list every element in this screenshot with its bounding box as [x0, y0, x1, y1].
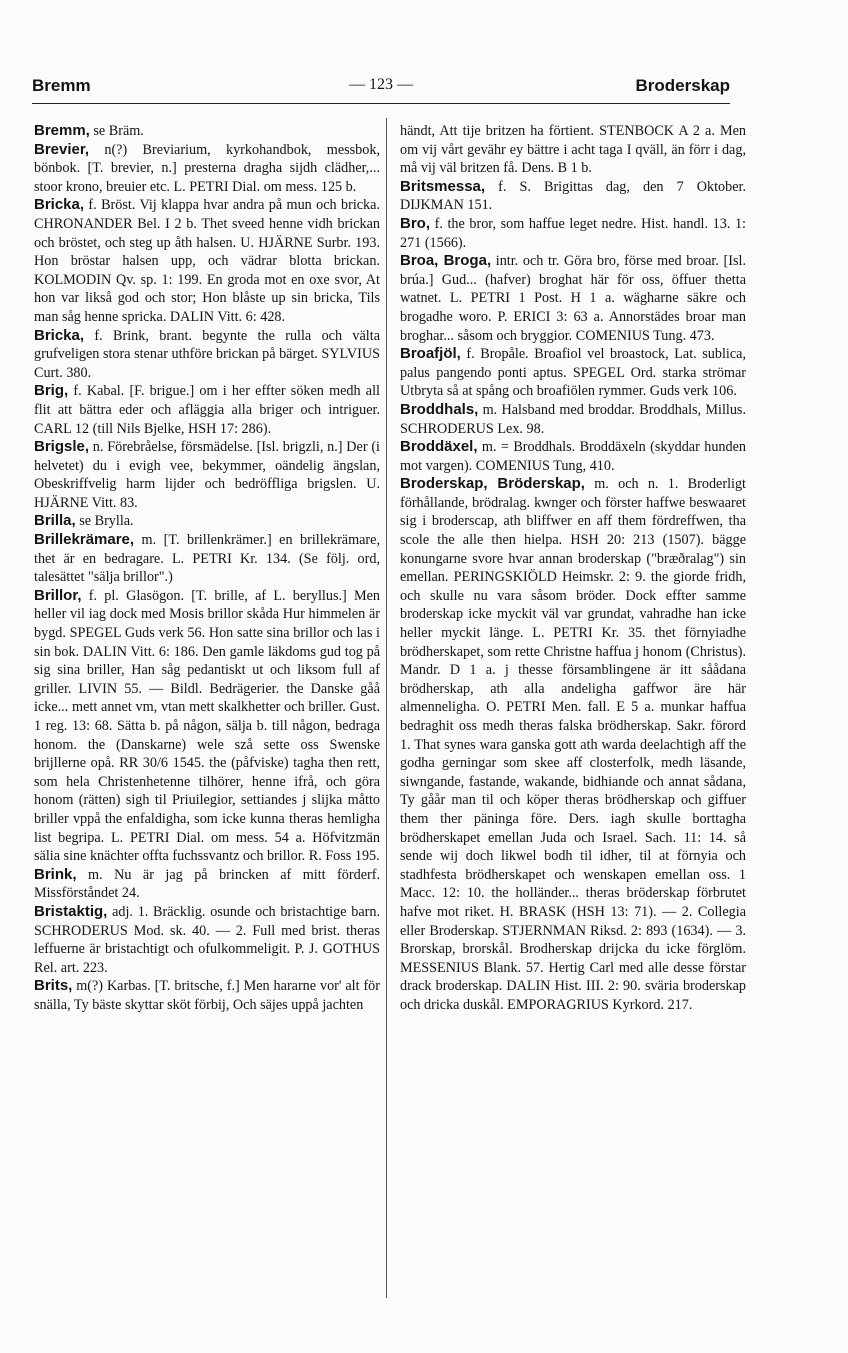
entry-headword: Broafjöl,: [400, 345, 461, 363]
dictionary-entry: [34, 977, 380, 1014]
dictionary-entry: [34, 866, 380, 903]
entry-headword: Bremm,: [34, 122, 90, 139]
entry-headword: Brillekrämare,: [34, 531, 135, 549]
dictionary-entry: [400, 252, 746, 345]
entry-text: f. Kabal. [F. brigue.] om i her effter söken medh all flit att bättra eder och afläggia alla briger och intriguer. CARL 12 (till Nils Bjelke, HSH 17: 286).: [34, 383, 380, 437]
entry-headword: Bristaktig,: [34, 902, 108, 920]
entry-text: m. Nu är jag på brincken af mitt förderf. Missförståndet 24.: [34, 866, 380, 902]
right-column: [400, 122, 746, 1015]
entry-headword: Broa, Broga,: [400, 252, 492, 270]
page-number: — 123 —: [349, 76, 413, 93]
header-first-word: Bremm: [32, 76, 91, 95]
dictionary-entry: [400, 438, 746, 475]
dictionary-entry: [400, 215, 746, 252]
dictionary-entry: [400, 178, 746, 215]
entry-headword: Brits,: [34, 977, 73, 995]
entry-headword: Brevier,: [34, 140, 90, 158]
entry-headword: Brig,: [34, 382, 69, 400]
entry-headword: Brilla,: [34, 512, 76, 530]
entry-text: adj. 1. Bräcklig. osunde och bristachtige barn. SCHRODERUS Mod. sk. 40. — 2. Full med brist. theras leffuerne är bristachtigt och ofulkommeligit. P. J. GOTHUS Rel. art. 223.: [34, 903, 380, 976]
entry-headword: Britsmessa,: [400, 177, 486, 195]
header-last-word: Broderskap: [635, 76, 730, 95]
entry-headword: Broddäxel,: [400, 438, 478, 456]
entry-text: m. = Broddhals. Broddäxeln (skyddar hunden mot vargen). COMENIUS Tung, 410.: [400, 439, 746, 474]
entry-headword: Brink,: [34, 865, 77, 883]
entry-text: m. [T. brillenkrämer.] en brillekrämare, thet är en bedragare. L. PETRI Kr. 134. (Se följ. ord, talesättet "sälja brillor".): [34, 532, 380, 586]
entry-text: f. Brink, brant. begynte the rulla och välta grufveligen stora stenar uthföre brickan på bärget. SYLVIUS Curt. 380.: [34, 327, 380, 381]
entry-headword: Broddhals,: [400, 400, 479, 418]
entry-text: f. pl. Glasögon. [T. brille, af L. beryllus.] Men heller vil iag dock med Mosis brillor skåda Hur himmelen är bygd. SPEGEL Guds verk 56. Hon satte sina brillor och las i sin bok. DALIN Vitt. 6: 186. Den gamle läkdoms gud tog på sig sina briller, Han såg pedantiskt ut och liksom full af griller. LIVIN 55. — Bildl. Bedrägerier. the Danske gåå icke... mett annet vm, vtan mett skalkhetter och briller. Gust. 1 reg. 13: 68. Sätta b. på någon, sälja b. till någon, bedraga honom. the (Danskarne) wele szå sette oss Swenske brijllerne opå. RR 30/6 1545. the (påfviske) tagha then rett, som hela Christenhetenne tilhörer, henne ifrå, och göra honom (rätten) sigh til Priuilegior, settiandes j slijka måtto briller vppå the enfaldigha, som icke kunna theras hemligha list begripa. L. PETRI Dial. om mess. 54 a. Höfvitzmän sälia sine knächter offta fuchssvantz och brillor. R. Foss 195.: [34, 587, 380, 865]
dictionary-entry: [34, 587, 380, 866]
entry-text: n(?) Breviarium, kyrkohandbok, messbok, bönbok. [T. brevier, n.] presterna dragha sijdh clädher,... stoor krono, breuier etc. L. PETRI Dial. om mess. 125 b.: [34, 141, 380, 195]
entry-text: f. the bror, som haffue leget nedre. Hist. handl. 13. 1: 271 (1566).: [400, 215, 746, 251]
entry-text: f. S. Brigittas dag, den 7 Oktober. DIJKMAN 151.: [400, 178, 746, 214]
entry-headword: Bro,: [400, 214, 430, 232]
entry-headword: Bricka,: [34, 326, 85, 344]
dictionary-entry: [34, 531, 380, 587]
entry-text: n. Förebråelse, försmädelse. [Isl. brigzli, n.] Der (i helvetet) du i evigh vee, bekymmer, oändelig ängslan, Obeskriffvelig harm lijder och bedröffliga brigslen. U. HJÄRNE Vitt. 83.: [34, 439, 380, 511]
entry-text: m. Halsband med broddar. Broddhals, Millus. SCHRODERUS Lex. 98.: [400, 401, 746, 437]
entry-headword: Brillor,: [34, 586, 82, 604]
entry-headword: Broderskap, Bröderskap,: [400, 475, 585, 493]
dictionary-entry: [400, 401, 746, 438]
dictionary-entry: [34, 141, 380, 197]
entry-headword: Bricka,: [34, 196, 85, 214]
entry-text: f. Bröst. Vij klappa hvar andra på mun och bricka. CHRONANDER Bel. I 2 b. Thet sveed henne vidh brickan och bröstet, och steg up åth halsen. U. HJÄRNE Surbr. 193. Hon bröstar halsen upp, och vädrar blotta brickan. KOLMODIN Qv. sp. 1: 199. En groda mot en oxe svor, At hon var likså god och stor; Hon blåste up sin bricka, Tils man såg henne spricka. DALIN Vitt. 6: 428.: [34, 197, 380, 325]
dictionary-entry: [34, 327, 380, 383]
entry-text: se Brylla.: [75, 513, 134, 530]
entry-text: m. och n. 1. Broderligt förhållande, brödralag. kwnger och förster haffwe beswaaret sig i broderscap, ath bliffwer en aff them fördreffwen, tha scole the alle then hielpa. HSH 20: 213 (1507). bägge konungarne svore hvar annan broderskap ("bræðralag") sin emellan. PERINGSKIÖLD Heimskr. 2: 9. the giorde fridh, och skulle nu vara såsom bröder. Dock effter samme broderskap icke myckit väl var grundat, vahradhe han icke heller myckit länge. L. PETRI Kr. 35. thet förnyiadhe brödherskapet, som rette Christne haffua j honom (Christus). Mandr. D 1 a. j thesse församblingene är itt såådana brödherskap, ath alla andeligha gaffwor äre här almenneligha. O. PETRI Men. fall. E 5 a. munkar haffua bedraghit oss medh theras falska brödherskap. Sakr. förord 1. That synes wara ganska gott ath warda deelachtigh aff the godha gerningar som skee aff closterfolk, medh läsande, siwngande, fastande, wakande, bidhiande och annat sådana, Ty gåår man til och köper theras brödherskap och giffuer them ther päninga före. Ders. iagh skulle borttagha brödherskapet emellan Juda och Israel. Sach. 11: 14. så sende wij doch likwel bodh til idher, til at förnyia och stadhfesta brödherskapet och wenskapen emellan oss. 1 Macc. 12: 10. the holländer... theras bröderskap förbrutet hafve mot riket. H. BRASK (HSH 13: 71). — 2. Collegia eller Broderskap. STJERNMAN Riksd. 2: 893 (1634). — 3. Brorskap, brorskål. Brodherskap drijcka du icke förglöm. MESSENIUS Blank. 57. Hertig Carl med alle desse förstar drack broderskap. DALIN Hist. III. 2: 90. sväria broderskap och dricka duskål. EMPORAGRIUS Kyrkord. 217.: [400, 476, 746, 1013]
dictionary-entry: [400, 475, 746, 1014]
column-divider: [386, 118, 387, 1298]
dictionary-entry: [400, 122, 746, 178]
left-column: [34, 122, 380, 1015]
dictionary-entry: [34, 382, 380, 438]
dictionary-entry: [34, 122, 380, 141]
entry-text: se Bräm.: [89, 123, 144, 139]
entry-text: händt, Att tije britzen ha förtient. STENBOCK A 2 a. Men om vij vårt gevähr ey bättre i acht taga I qväll, än förr i dag, må vij väl britzen få. Dens. B 1 b.: [400, 123, 746, 177]
dictionary-entry: [34, 438, 380, 512]
header-rule: [32, 103, 730, 104]
entry-text: f. Bropåle. Broafiol vel broastock, Lat. sublica, palus pangendo ponti aptus. SPEGEL Ord. starka strömar Utbryta så at spång och broafiölen rymmer. Guds verk 106.: [400, 346, 746, 400]
entry-text: intr. och tr. Göra bro, förse med broar. [Isl. brúa.] Gud... (hafver) broghat här för oss, öffuer thetta watnet. L. PETRI 1 Post. H 1 a. wägharne säkre och brogadhe woro. P. ERICI 3: 63 a. Annorstädes broar man broghar... såsom och bryggior. COMENIUS Tung. 473.: [400, 253, 746, 344]
dictionary-entry: [34, 196, 380, 326]
running-header: [32, 74, 730, 102]
dictionary-entry: [34, 512, 380, 531]
dictionary-entry: [34, 903, 380, 977]
entry-text: m(?) Karbas. [T. britsche, f.] Men hararne vor' alt för snälla, Ty bäste skyttar sköt förbij, Och säjes uppå jachten: [34, 978, 380, 1013]
dictionary-entry: [400, 345, 746, 401]
entry-headword: Brigsle,: [34, 438, 90, 456]
